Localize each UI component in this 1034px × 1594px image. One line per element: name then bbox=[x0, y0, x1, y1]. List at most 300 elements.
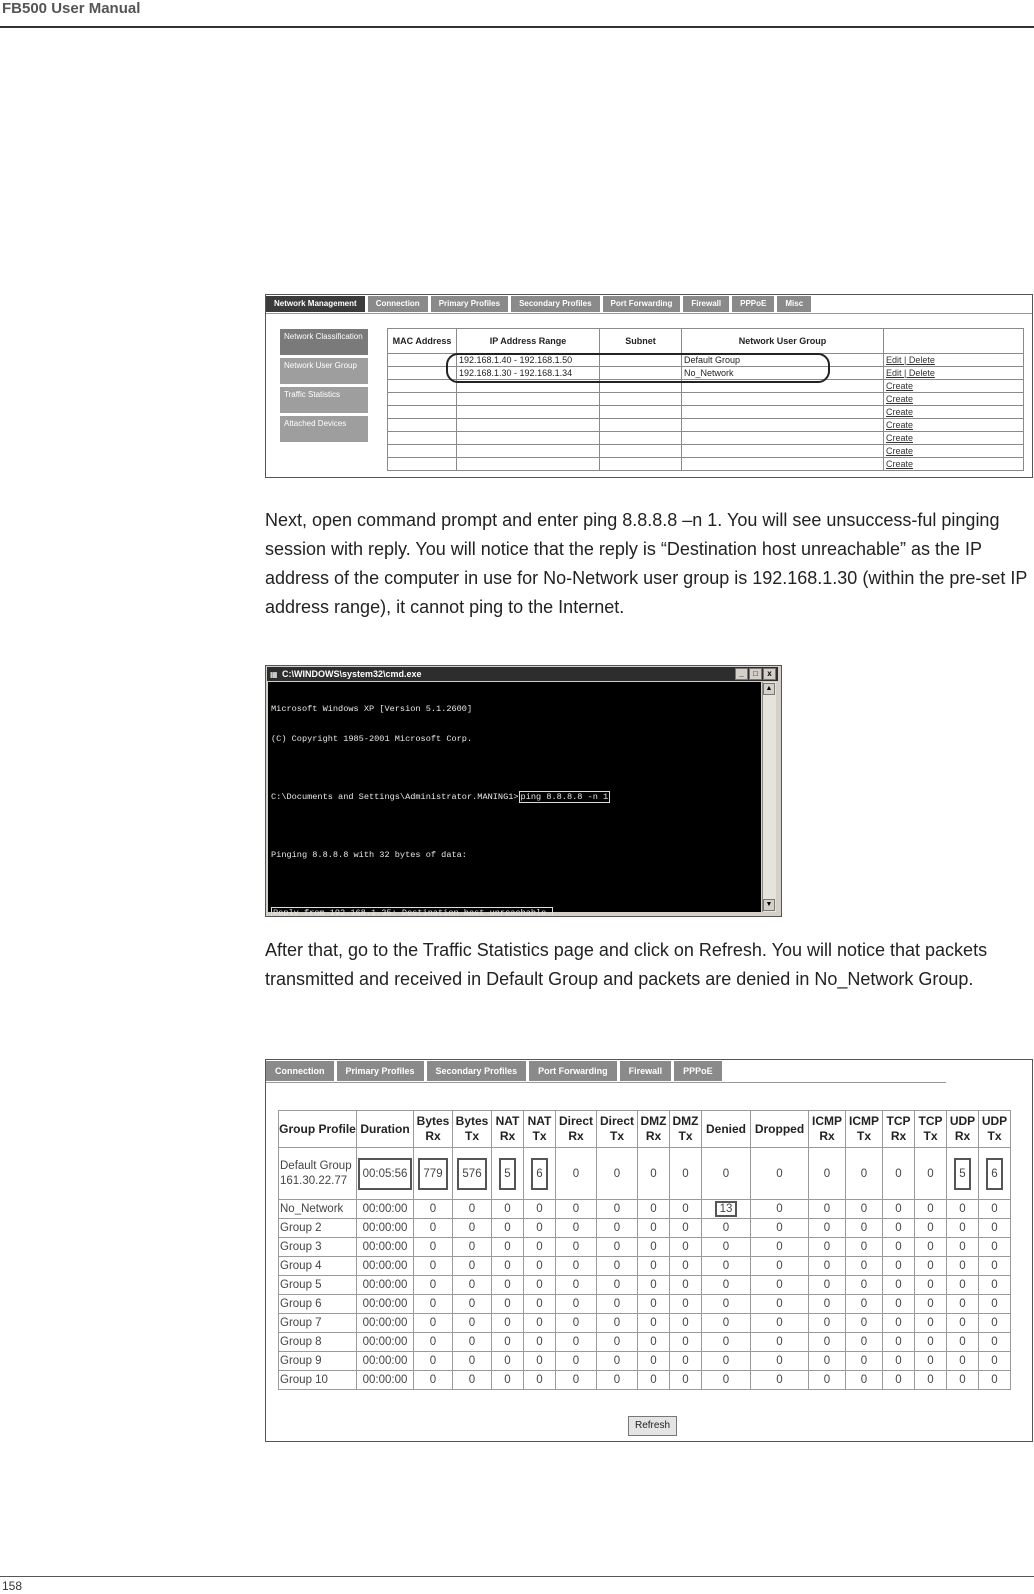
stat-cell: 0 bbox=[492, 1314, 524, 1333]
mac-cell bbox=[388, 458, 457, 471]
stat-cell bbox=[453, 1148, 492, 1200]
manual-title: FB500 User Manual bbox=[2, 0, 141, 17]
stat-cell: 0 bbox=[846, 1200, 883, 1219]
network-user-group-table bbox=[387, 328, 1024, 471]
stat-cell: 0 bbox=[702, 1333, 751, 1352]
tab-port-forwarding[interactable]: Port Forwarding bbox=[529, 1061, 617, 1081]
highlighted-value: 13 bbox=[715, 1201, 738, 1217]
group-profile-cell: Group 3 bbox=[279, 1238, 357, 1257]
stat-cell: 0 bbox=[524, 1333, 556, 1352]
ip-range-cell bbox=[457, 406, 600, 419]
stat-cell: 0 bbox=[414, 1371, 453, 1390]
stat-cell: 0 bbox=[809, 1352, 846, 1371]
stat-cell: 0 bbox=[492, 1295, 524, 1314]
tab-primary-profiles[interactable]: Primary Profiles bbox=[431, 296, 508, 312]
stat-cell: 0 bbox=[638, 1276, 670, 1295]
traffic-statistics-table bbox=[278, 1110, 1011, 1390]
stat-cell: 0 bbox=[947, 1276, 979, 1295]
highlighted-value: 6 bbox=[531, 1158, 547, 1190]
stat-cell: 0 bbox=[638, 1333, 670, 1352]
col-nat-rx: NAT Rx bbox=[492, 1111, 524, 1148]
stat-cell: 0 bbox=[915, 1276, 947, 1295]
stat-cell: 0 bbox=[670, 1276, 702, 1295]
tab-divider bbox=[266, 313, 1032, 314]
stat-cell: 0 bbox=[638, 1257, 670, 1276]
stat-cell: 0 bbox=[979, 1295, 1011, 1314]
stat-cell: 0 bbox=[809, 1148, 846, 1200]
network-management-screenshot bbox=[265, 294, 1033, 478]
side-nav-network-user-group[interactable]: Network User Group bbox=[280, 358, 368, 384]
stat-cell: 0 bbox=[915, 1352, 947, 1371]
stat-cell: 0 bbox=[524, 1352, 556, 1371]
stat-cell: 0 bbox=[453, 1257, 492, 1276]
table-row bbox=[388, 445, 1024, 458]
stat-cell: 0 bbox=[556, 1371, 597, 1390]
window-buttons bbox=[735, 668, 776, 680]
col-bytes-rx: Bytes Rx bbox=[414, 1111, 453, 1148]
tab-divider bbox=[266, 1082, 946, 1083]
table-row bbox=[279, 1148, 1011, 1200]
stat-cell: 0 bbox=[883, 1295, 915, 1314]
tab-port-forwarding[interactable]: Port Forwarding bbox=[603, 296, 681, 312]
stat-cell: 0 bbox=[979, 1238, 1011, 1257]
stat-cell: 00:00:00 bbox=[357, 1219, 414, 1238]
stat-cell: 0 bbox=[883, 1314, 915, 1333]
side-nav-traffic-statistics[interactable]: Traffic Statistics bbox=[280, 387, 368, 413]
stat-cell: 0 bbox=[524, 1295, 556, 1314]
stat-cell: 0 bbox=[524, 1238, 556, 1257]
stat-cell: 0 bbox=[915, 1257, 947, 1276]
tab-misc[interactable]: Misc bbox=[777, 296, 811, 312]
stat-cell: 0 bbox=[556, 1333, 597, 1352]
console-blank bbox=[271, 822, 758, 830]
cmd-title: C:\WINDOWS\system32\cmd.exe bbox=[282, 669, 422, 679]
stat-cell: 00:00:00 bbox=[357, 1314, 414, 1333]
stat-cell: 0 bbox=[414, 1352, 453, 1371]
stat-cell: 0 bbox=[597, 1200, 638, 1219]
group-cell bbox=[682, 419, 884, 432]
stat-cell: 0 bbox=[883, 1352, 915, 1371]
mac-cell bbox=[388, 380, 457, 393]
col-direct-tx: Direct Tx bbox=[597, 1111, 638, 1148]
table-row bbox=[279, 1295, 1011, 1314]
group-profile-cell: No_Network bbox=[279, 1200, 357, 1219]
col-dmz-rx: DMZ Rx bbox=[638, 1111, 670, 1148]
highlighted-value: 779 bbox=[418, 1158, 447, 1190]
mac-cell bbox=[388, 393, 457, 406]
stat-cell: 0 bbox=[846, 1295, 883, 1314]
stat-cell: 0 bbox=[751, 1371, 809, 1390]
stat-cell: 0 bbox=[638, 1314, 670, 1333]
stat-cell: 0 bbox=[453, 1200, 492, 1219]
stat-cell: 0 bbox=[597, 1219, 638, 1238]
col-actions bbox=[884, 329, 1024, 354]
stat-cell: 0 bbox=[556, 1219, 597, 1238]
stat-cell: 0 bbox=[809, 1276, 846, 1295]
stat-cell: 0 bbox=[846, 1352, 883, 1371]
group-profile-cell: Group 10 bbox=[279, 1371, 357, 1390]
col-network-user-group: Network User Group bbox=[682, 329, 884, 354]
create-link[interactable]: Create bbox=[884, 393, 1024, 406]
col-nat-tx: NAT Tx bbox=[524, 1111, 556, 1148]
stat-cell: 0 bbox=[638, 1148, 670, 1200]
subnet-cell bbox=[600, 406, 682, 419]
stat-cell: 0 bbox=[414, 1295, 453, 1314]
stat-cell: 0 bbox=[556, 1238, 597, 1257]
stat-cell: 0 bbox=[702, 1371, 751, 1390]
group-cell bbox=[682, 432, 884, 445]
stat-cell: 0 bbox=[597, 1371, 638, 1390]
stat-cell bbox=[947, 1148, 979, 1200]
stat-cell: 0 bbox=[702, 1276, 751, 1295]
stat-cell: 0 bbox=[556, 1257, 597, 1276]
refresh-button[interactable]: Refresh bbox=[628, 1416, 677, 1436]
tab-primary-profiles[interactable]: Primary Profiles bbox=[337, 1061, 424, 1081]
stat-cell: 0 bbox=[492, 1333, 524, 1352]
stat-cell: 0 bbox=[947, 1295, 979, 1314]
stat-cell: 0 bbox=[915, 1314, 947, 1333]
table-header-row bbox=[279, 1111, 1011, 1148]
side-nav-network-classification[interactable]: Network Classification bbox=[280, 329, 368, 355]
stat-cell: 0 bbox=[915, 1148, 947, 1200]
stat-cell: 0 bbox=[492, 1219, 524, 1238]
stat-cell: 0 bbox=[453, 1276, 492, 1295]
stat-cell: 0 bbox=[751, 1257, 809, 1276]
console-icon: ▦ bbox=[270, 670, 278, 679]
stat-cell bbox=[524, 1148, 556, 1200]
stat-cell: 0 bbox=[524, 1257, 556, 1276]
stat-cell: 0 bbox=[915, 1238, 947, 1257]
group-profile-cell: Group 2 bbox=[279, 1219, 357, 1238]
create-link[interactable]: Create bbox=[884, 432, 1024, 445]
stat-cell: 0 bbox=[702, 1148, 751, 1200]
table-row bbox=[279, 1314, 1011, 1333]
stat-cell: 0 bbox=[492, 1257, 524, 1276]
stat-cell: 0 bbox=[846, 1257, 883, 1276]
col-direct-rx: Direct Rx bbox=[556, 1111, 597, 1148]
stat-cell: 0 bbox=[883, 1200, 915, 1219]
ip-range-cell bbox=[457, 393, 600, 406]
console-reply-line bbox=[271, 908, 758, 917]
ip-range-cell: 192.168.1.40 - 192.168.1.50 bbox=[457, 354, 600, 367]
stat-cell: 0 bbox=[979, 1371, 1011, 1390]
stat-cell: 0 bbox=[947, 1238, 979, 1257]
highlighted-value: 00:05:56 bbox=[358, 1158, 413, 1190]
stat-cell: 0 bbox=[883, 1276, 915, 1295]
stat-cell: 0 bbox=[492, 1371, 524, 1390]
stat-cell: 0 bbox=[638, 1371, 670, 1390]
stat-cell: 0 bbox=[597, 1333, 638, 1352]
stat-cell: 0 bbox=[597, 1276, 638, 1295]
group-cell bbox=[682, 445, 884, 458]
table-row bbox=[279, 1238, 1011, 1257]
stat-cell: 0 bbox=[556, 1295, 597, 1314]
stat-cell: 0 bbox=[597, 1352, 638, 1371]
group-profile-cell: Group 9 bbox=[279, 1352, 357, 1371]
stat-cell: 0 bbox=[638, 1219, 670, 1238]
stat-cell: 0 bbox=[453, 1314, 492, 1333]
maximize-icon[interactable]: □ bbox=[749, 668, 762, 680]
col-tcp-rx: TCP Rx bbox=[883, 1111, 915, 1148]
stat-cell: 0 bbox=[751, 1276, 809, 1295]
stat-cell: 0 bbox=[947, 1333, 979, 1352]
tab-connection[interactable]: Connection bbox=[368, 296, 428, 312]
stat-cell: 0 bbox=[979, 1333, 1011, 1352]
table-row bbox=[388, 458, 1024, 471]
stat-cell: 0 bbox=[524, 1276, 556, 1295]
stat-cell: 0 bbox=[414, 1238, 453, 1257]
stat-cell: 0 bbox=[453, 1219, 492, 1238]
ping-command-highlight: ping 8.8.8.8 -n 1 bbox=[520, 792, 609, 802]
col-udp-tx: UDP Tx bbox=[979, 1111, 1011, 1148]
table-row bbox=[388, 419, 1024, 432]
stat-cell: 0 bbox=[751, 1200, 809, 1219]
stat-cell: 0 bbox=[492, 1200, 524, 1219]
tab-bar bbox=[266, 1060, 722, 1082]
col-ip-address-range: IP Address Range bbox=[457, 329, 600, 354]
stat-cell bbox=[357, 1148, 414, 1200]
stat-cell: 0 bbox=[809, 1257, 846, 1276]
mac-cell bbox=[388, 432, 457, 445]
stat-cell: 0 bbox=[702, 1352, 751, 1371]
stat-cell: 0 bbox=[979, 1276, 1011, 1295]
stat-cell: 0 bbox=[670, 1371, 702, 1390]
command-prompt-screenshot bbox=[265, 665, 782, 917]
mac-cell bbox=[388, 419, 457, 432]
stat-cell: 00:00:00 bbox=[357, 1295, 414, 1314]
stat-cell: 0 bbox=[670, 1200, 702, 1219]
stat-cell: 0 bbox=[915, 1333, 947, 1352]
table-row bbox=[279, 1276, 1011, 1295]
stat-cell: 0 bbox=[670, 1257, 702, 1276]
traffic-statistics-screenshot bbox=[265, 1059, 1033, 1442]
stat-cell: 0 bbox=[702, 1295, 751, 1314]
stat-cell: 0 bbox=[846, 1314, 883, 1333]
stat-cell: 0 bbox=[947, 1352, 979, 1371]
stat-cell: 0 bbox=[809, 1371, 846, 1390]
stat-cell: 0 bbox=[947, 1219, 979, 1238]
page-number: 158 bbox=[2, 1579, 23, 1593]
group-cell: Default Group bbox=[682, 354, 884, 367]
stat-cell: 0 bbox=[414, 1257, 453, 1276]
col-bytes-tx: Bytes Tx bbox=[453, 1111, 492, 1148]
stat-cell: 0 bbox=[670, 1333, 702, 1352]
stat-cell: 0 bbox=[979, 1219, 1011, 1238]
stat-cell: 0 bbox=[702, 1238, 751, 1257]
instruction-paragraph-2: After that, go to the Traffic Statistics page and click on Refresh. You will notice that packets transmitted and received in Default Group and packets are denied in No_Network Group. bbox=[265, 940, 988, 989]
table-header-row bbox=[388, 329, 1024, 354]
stat-cell: 0 bbox=[809, 1333, 846, 1352]
stat-cell: 0 bbox=[597, 1238, 638, 1257]
stat-cell: 0 bbox=[979, 1200, 1011, 1219]
stat-cell: 0 bbox=[638, 1200, 670, 1219]
subnet-cell bbox=[600, 458, 682, 471]
subnet-cell bbox=[600, 393, 682, 406]
stat-cell: 0 bbox=[556, 1352, 597, 1371]
stat-cell: 0 bbox=[414, 1200, 453, 1219]
mac-cell bbox=[388, 406, 457, 419]
stat-cell: 0 bbox=[809, 1238, 846, 1257]
stat-cell: 0 bbox=[597, 1314, 638, 1333]
console-blank bbox=[271, 880, 758, 888]
stat-cell: 0 bbox=[751, 1219, 809, 1238]
ip-range-cell: 192.168.1.30 - 192.168.1.34 bbox=[457, 367, 600, 380]
stat-cell: 0 bbox=[809, 1219, 846, 1238]
tab-firewall[interactable]: Firewall bbox=[683, 296, 729, 312]
stat-cell: 0 bbox=[638, 1238, 670, 1257]
col-group-profile: Group Profile bbox=[279, 1111, 357, 1148]
vertical-scrollbar[interactable] bbox=[762, 682, 776, 912]
table-row bbox=[279, 1352, 1011, 1371]
col-subnet: Subnet bbox=[600, 329, 682, 354]
minimize-icon[interactable]: _ bbox=[735, 668, 748, 680]
create-link[interactable]: Create bbox=[884, 445, 1024, 458]
tab-pppoe[interactable]: PPPoE bbox=[674, 1061, 722, 1081]
create-link[interactable]: Create bbox=[884, 406, 1024, 419]
stat-cell: 0 bbox=[846, 1333, 883, 1352]
console-line: (C) Copyright 1985-2001 Microsoft Corp. bbox=[271, 734, 473, 744]
stat-cell: 0 bbox=[556, 1276, 597, 1295]
side-nav-attached-devices[interactable]: Attached Devices bbox=[280, 416, 368, 442]
tab-connection[interactable]: Connection bbox=[266, 1061, 334, 1081]
tab-pppoe[interactable]: PPPoE bbox=[732, 296, 774, 312]
stat-cell: 0 bbox=[751, 1238, 809, 1257]
group-cell bbox=[682, 406, 884, 419]
tab-network-management[interactable]: Network Management bbox=[266, 296, 365, 312]
stat-cell: 0 bbox=[979, 1257, 1011, 1276]
create-link[interactable]: Create bbox=[884, 419, 1024, 432]
instruction-paragraph-1: Next, open command prompt and enter ping 8.8.8.8 –n 1. You will see unsuccess-ful pinging session with reply. You will notice that the reply is “Destination host unreachable” as the IP address of the computer in use for No-Network user group is 192.168.1.30 (within the pre-set IP address range), it cannot ping to the Internet. bbox=[265, 510, 1028, 617]
stat-cell: 0 bbox=[809, 1314, 846, 1333]
stat-cell: 0 bbox=[524, 1371, 556, 1390]
stat-cell: 0 bbox=[670, 1314, 702, 1333]
create-link[interactable]: Create bbox=[884, 380, 1024, 393]
stat-cell: 0 bbox=[883, 1257, 915, 1276]
group-profile-cell: Group 4 bbox=[279, 1257, 357, 1276]
stat-cell: 0 bbox=[453, 1333, 492, 1352]
stat-cell: 0 bbox=[915, 1200, 947, 1219]
stat-cell: 00:00:00 bbox=[357, 1200, 414, 1219]
stat-cell bbox=[414, 1148, 453, 1200]
table-row bbox=[388, 406, 1024, 419]
table-row bbox=[388, 432, 1024, 445]
scroll-up-icon[interactable]: ▲ bbox=[763, 683, 775, 695]
close-icon[interactable]: x bbox=[763, 668, 776, 680]
group-profile-cell: Default Group 161.30.22.77 bbox=[279, 1148, 357, 1200]
subnet-cell bbox=[600, 445, 682, 458]
stat-cell: 0 bbox=[846, 1371, 883, 1390]
stat-cell: 00:00:00 bbox=[357, 1276, 414, 1295]
stat-cell: 0 bbox=[638, 1295, 670, 1314]
tab-secondary-profiles[interactable]: Secondary Profiles bbox=[511, 296, 599, 312]
ip-range-cell bbox=[457, 445, 600, 458]
stat-cell: 0 bbox=[915, 1295, 947, 1314]
stat-cell: 0 bbox=[883, 1333, 915, 1352]
stat-cell: 0 bbox=[883, 1238, 915, 1257]
col-icmp-tx: ICMP Tx bbox=[846, 1111, 883, 1148]
group-profile-cell: Group 8 bbox=[279, 1333, 357, 1352]
stat-cell: 0 bbox=[597, 1148, 638, 1200]
col-dmz-tx: DMZ Tx bbox=[670, 1111, 702, 1148]
edit-delete-link[interactable]: Edit | Delete bbox=[884, 367, 1024, 380]
col-tcp-tx: TCP Tx bbox=[915, 1111, 947, 1148]
col-dropped: Dropped bbox=[751, 1111, 809, 1148]
ip-range-cell bbox=[457, 432, 600, 445]
stat-cell: 00:00:00 bbox=[357, 1238, 414, 1257]
table-row bbox=[388, 393, 1024, 406]
stat-cell: 0 bbox=[915, 1219, 947, 1238]
stat-cell: 0 bbox=[751, 1333, 809, 1352]
table-row bbox=[279, 1257, 1011, 1276]
stat-cell: 0 bbox=[597, 1257, 638, 1276]
stat-cell: 0 bbox=[947, 1200, 979, 1219]
stat-cell: 0 bbox=[809, 1200, 846, 1219]
stat-cell: 0 bbox=[809, 1295, 846, 1314]
stat-cell: 0 bbox=[524, 1314, 556, 1333]
col-mac-address: MAC Address bbox=[388, 329, 457, 354]
stat-cell: 0 bbox=[702, 1219, 751, 1238]
group-cell bbox=[682, 458, 884, 471]
stat-cell: 0 bbox=[414, 1314, 453, 1333]
console-prompt: C:\Documents and Settings\Administrator.MANING1> bbox=[271, 792, 519, 802]
tab-firewall[interactable]: Firewall bbox=[620, 1061, 672, 1081]
stat-cell: 0 bbox=[670, 1219, 702, 1238]
col-icmp-rx: ICMP Rx bbox=[809, 1111, 846, 1148]
stat-cell: 0 bbox=[846, 1148, 883, 1200]
stat-cell: 0 bbox=[846, 1219, 883, 1238]
stat-cell: 0 bbox=[556, 1314, 597, 1333]
stat-cell: 0 bbox=[751, 1148, 809, 1200]
group-cell bbox=[682, 393, 884, 406]
col-udp-rx: UDP Rx bbox=[947, 1111, 979, 1148]
highlighted-value: 5 bbox=[499, 1158, 515, 1190]
cmd-title-bar bbox=[267, 667, 778, 681]
subnet-cell bbox=[600, 432, 682, 445]
stat-cell: 0 bbox=[915, 1371, 947, 1390]
stat-cell: 0 bbox=[670, 1238, 702, 1257]
stat-cell: 0 bbox=[524, 1200, 556, 1219]
stat-cell: 0 bbox=[670, 1295, 702, 1314]
tab-bar bbox=[266, 295, 811, 314]
stat-cell: 0 bbox=[414, 1333, 453, 1352]
stat-cell bbox=[979, 1148, 1011, 1200]
stat-cell: 0 bbox=[492, 1238, 524, 1257]
edit-delete-link[interactable]: Edit | Delete bbox=[884, 354, 1024, 367]
stat-cell: 0 bbox=[883, 1219, 915, 1238]
stat-cell: 00:00:00 bbox=[357, 1352, 414, 1371]
tab-secondary-profiles[interactable]: Secondary Profiles bbox=[427, 1061, 527, 1081]
table-row bbox=[279, 1200, 1011, 1219]
scroll-down-icon[interactable]: ▼ bbox=[763, 899, 775, 911]
stat-cell: 0 bbox=[453, 1371, 492, 1390]
subnet-cell bbox=[600, 419, 682, 432]
stat-cell: 00:00:00 bbox=[357, 1333, 414, 1352]
stat-cell: 0 bbox=[979, 1314, 1011, 1333]
stat-cell: 0 bbox=[492, 1276, 524, 1295]
stat-cell bbox=[702, 1200, 751, 1219]
stat-cell: 0 bbox=[947, 1257, 979, 1276]
console-line: Microsoft Windows XP [Version 5.1.2600] bbox=[271, 704, 473, 714]
stat-cell: 0 bbox=[556, 1148, 597, 1200]
console-output[interactable] bbox=[268, 682, 761, 917]
stat-cell: 0 bbox=[638, 1352, 670, 1371]
stat-cell: 0 bbox=[492, 1352, 524, 1371]
stat-cell: 0 bbox=[556, 1200, 597, 1219]
create-link[interactable]: Create bbox=[884, 458, 1024, 471]
col-denied: Denied bbox=[702, 1111, 751, 1148]
stat-cell: 0 bbox=[597, 1295, 638, 1314]
stat-cell: 0 bbox=[883, 1371, 915, 1390]
